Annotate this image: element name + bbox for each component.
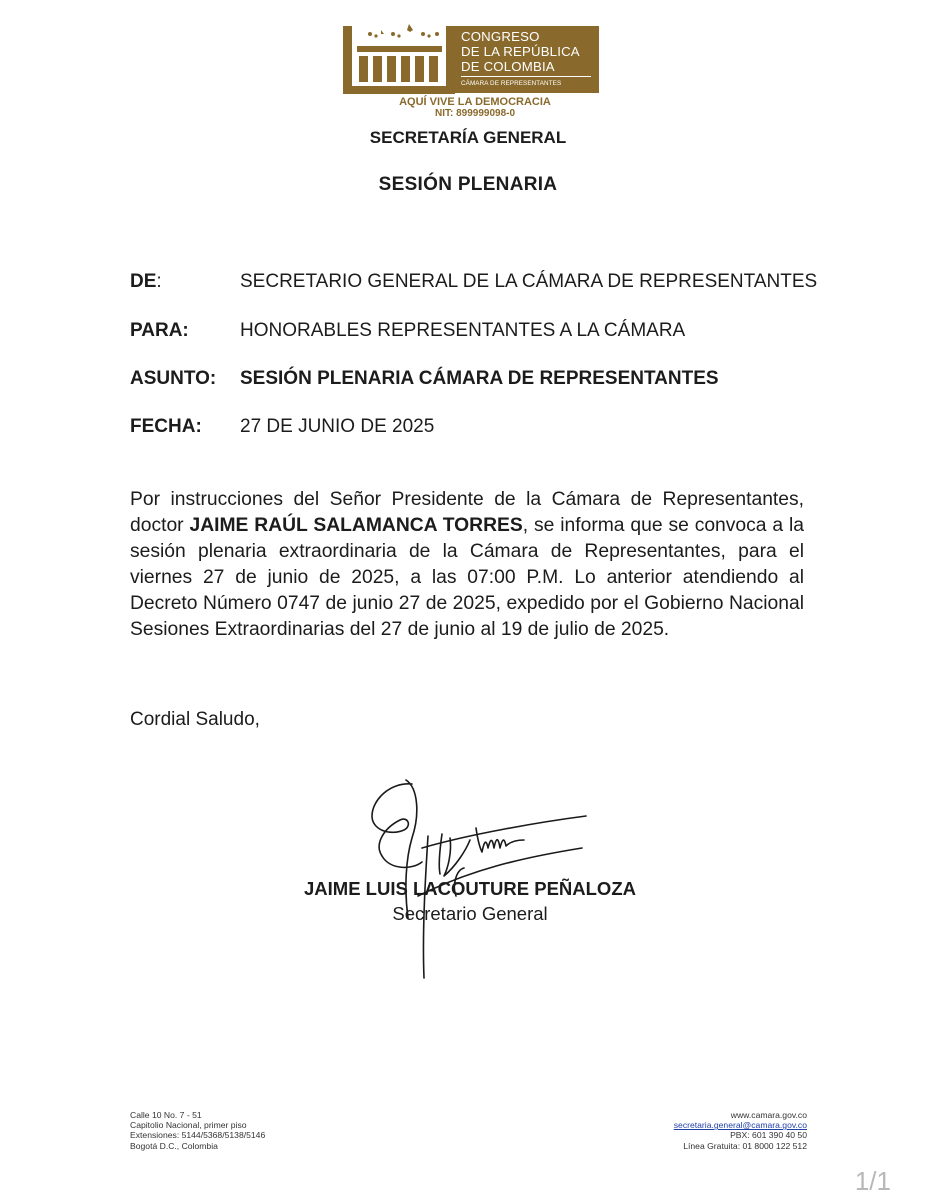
logo-line-1: CONGRESO [461,29,540,44]
logo-line-4: CÁMARA DE REPRESENTANTES [461,80,562,87]
address-line-3: Extensiones: 5144/5368/5138/5146 [130,1130,266,1141]
field-value-fecha: 27 DE JUNIO DE 2025 [240,416,435,437]
field-value-para: HONORABLES REPRESENTANTES A LA CÁMARA [240,320,686,341]
body-paragraph [130,487,804,643]
email-link[interactable]: secretaria.general@camara.gov.co [673,1120,807,1131]
logo-title-box [455,26,599,93]
field-value-asunto: SESIÓN PLENARIA CÁMARA DE REPRESENTANTES [240,368,719,389]
website-link[interactable]: www.camara.gov.co [730,1110,807,1120]
congress-logo [343,22,599,120]
address-line-1: Calle 10 No. 7 - 51 [130,1110,202,1120]
body-text-after: , se informa que se convoca a la sesión plenaria extraordinaria de la Cámara de Representantes, para el viernes 27 de junio de 2025, a las 07:00 P.M. Lo anterior atendiendo al Decreto Número 0747 de junio 27 de 2025, expedido por el Gobierno Nacional Sesiones Extraordinarias del 27 de junio al 19 de julio de 2025. [130,515,804,640]
signer-name: JAIME LUIS LACOUTURE PEÑALOZA [304,878,636,899]
field-label-fecha: FECHA: [130,416,202,437]
logo-nit: NIT: 899999098-0 [434,108,516,119]
page-indicator: 1/1 [854,1166,891,1196]
capitol-building-icon [343,22,455,94]
address-line-4: Bogotá D.C., Colombia [130,1140,218,1151]
field-value-de: SECRETARIO GENERAL DE LA CÁMARA DE REPRESENTANTES [240,271,818,292]
president-name: JAIME RAÚL SALAMANCA TORRES [189,515,523,536]
field-label-de: DE: [130,271,162,292]
footer-address [130,1110,265,1151]
hotline-number: Línea Gratuita: 01 8000 122 512 [683,1140,807,1151]
address-line-2: Capitolio Nacional, primer piso [130,1120,247,1131]
footer-contact [674,1110,807,1151]
signer-title: Secretario General [392,903,548,924]
closing-salutation: Cordial Saludo, [130,709,260,730]
field-label-para: PARA: [130,320,189,341]
pbx-number: PBX: 601 390 40 50 [730,1130,807,1141]
logo-line-3: DE COLOMBIA [461,59,555,74]
logo-line-2: DE LA REPÚBLICA [461,44,580,59]
document-title: SESIÓN PLENARIA [378,174,558,195]
body-text-before: Por instrucciones del Señor Presidente de la Cámara de Representantes, doctor [130,489,804,536]
field-label-asunto: ASUNTO: [130,368,217,389]
logo-divider [461,76,591,77]
department-heading: SECRETARÍA GENERAL [369,128,567,147]
logo-motto: AQUÍ VIVE LA DEMOCRACIA [399,96,551,108]
